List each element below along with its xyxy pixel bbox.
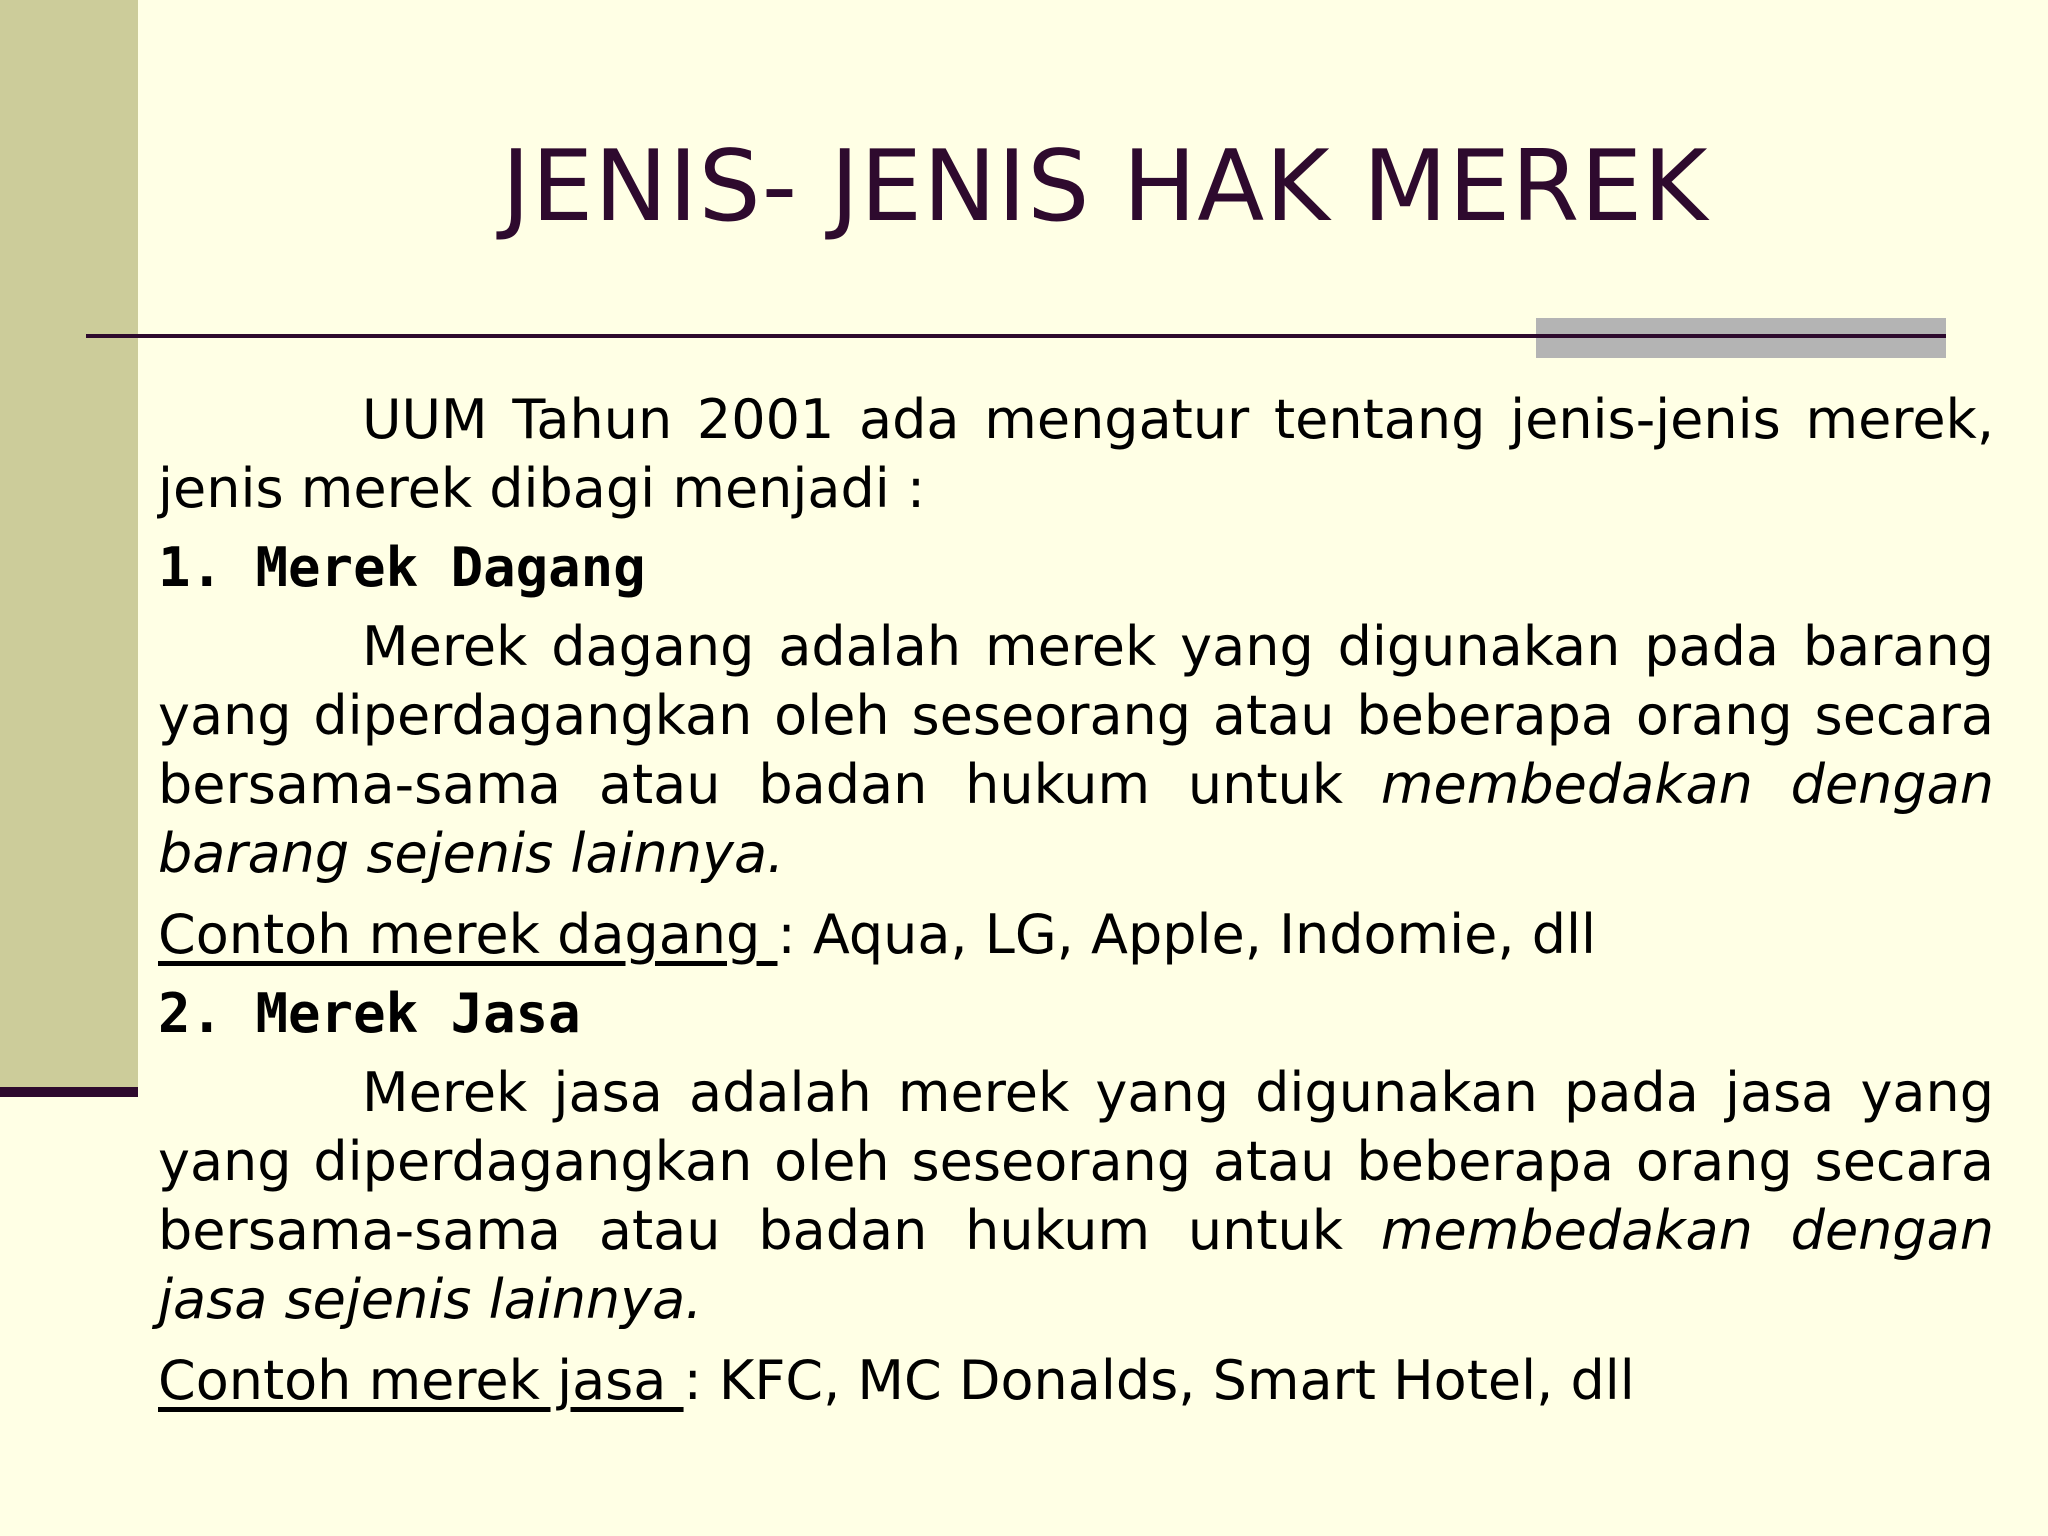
section-heading-merek-jasa: 2. Merek Jasa — [158, 982, 581, 1045]
description-italic-text: membedakan dengan barang sejenis lainnya. — [158, 753, 1994, 885]
section-example-merek-jasa — [158, 1346, 1994, 1415]
title-rule-accent-line — [1536, 334, 1946, 338]
example-value: : Aqua, LG, Apple, Indomie, dll — [777, 903, 1596, 966]
description-text: Merek jasa adalah merek yang digunakan pada jasa yang yang diperdagangkan oleh seseorang atau beberapa orang secara bersama-sama atau badan hukum untuk — [158, 1061, 1994, 1262]
example-value: : KFC, MC Donalds, Smart Hotel, dll — [683, 1349, 1635, 1412]
example-label: Contoh merek dagang — [158, 903, 778, 966]
description-text: Merek dagang adalah merek yang digunakan pada barang yang diperdagangkan oleh seseorang atau beberapa orang secara bersama-sama atau badan hukum untuk — [158, 615, 1994, 816]
description-italic-text: membedakan dengan jasa sejenis lainnya. — [158, 1199, 1994, 1331]
section-description-merek-dagang — [158, 612, 1994, 888]
title-rule-accent — [1536, 318, 1946, 358]
example-label: Contoh merek jasa — [158, 1349, 684, 1412]
intro-paragraph: UUM Tahun 2001 ada mengatur tentang jenis-jenis merek, jenis merek dibagi menjadi : — [158, 388, 1994, 520]
section-example-merek-dagang — [158, 900, 1994, 969]
slide-body — [158, 385, 1994, 1425]
section-description-merek-jasa — [158, 1058, 1994, 1334]
left-decorative-band — [0, 0, 138, 1092]
section-heading-merek-dagang: 1. Merek Dagang — [158, 536, 646, 599]
left-band-divider — [0, 1087, 138, 1097]
slide-title: JENIS- JENIS HAK MEREK — [501, 130, 1709, 244]
